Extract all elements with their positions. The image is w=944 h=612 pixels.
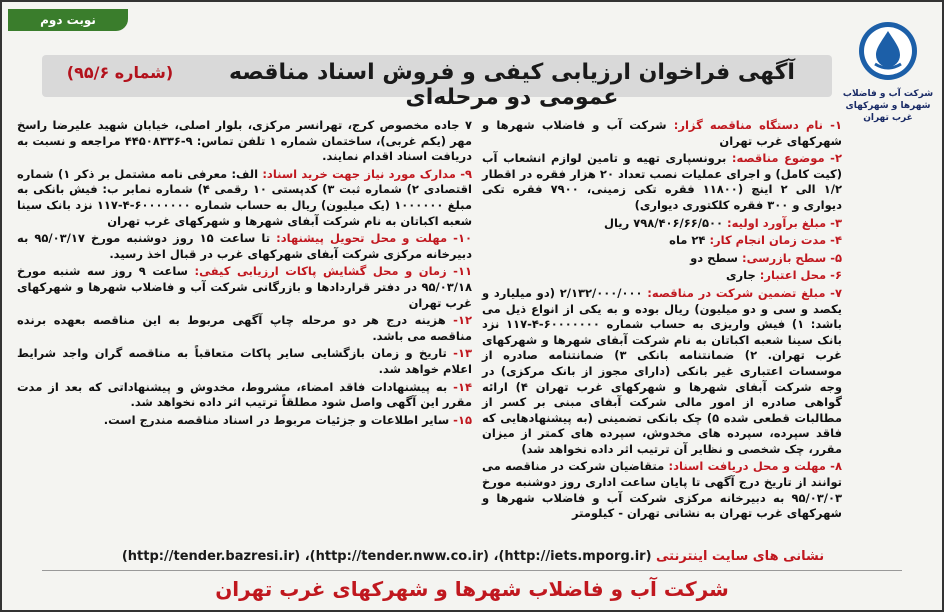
water-drop-logo-icon <box>857 20 919 82</box>
right-column <box>482 118 842 524</box>
item-label: ۱۰- مهلت و محل تحویل پیشنهاد: <box>276 231 472 246</box>
item-text: الف: معرفی نامه مشتمل بر ذکر ۱) شماره اقتصادی ۲) شماره ثبت ۳) کدپستی ۱۰ رقمی ۴) شماره نمابر ب: فیش بانکی به مبلغ ۱۰۰۰۰۰۰ (یک میلیون) ریال به حساب شماره ۶۰۰۰۰۰۰۰-۴-۱۱۷ نزد بانک سینا شعبه اکباتان به نام شرکت آبفای شهرها و شهرکهای غرب تهران <box>17 166 472 228</box>
item-label: ۱- نام دستگاه مناقصه گزار: <box>673 118 842 132</box>
item-label: ۲- موضوع مناقصه: <box>731 151 842 166</box>
item-text: ۷ جاده مخصوص کرج، تهرانسر مرکزی، بلوار اصلی، خیابان شهید علیرضا راسخ مهر (یکم غربی)، ساختمان شماره ۱ تلفن تماس: ۹-۴۴۵۰۸۳۳۶ مراجعه و نسبت به دریافت اسناد اقدام نمایند. <box>17 118 472 164</box>
item-text: برونسپاری تهیه و تامین لوازم انشعاب آب (کیت کامل) و اجرای عملیات نصب تعداد ۲۰ هزار فقره در اقطار ۱/۲ الی ۲ اینچ (۱۱۸۰۰ فقره تکی زمینی، ۷۹۰۰ فقره تکی دیواری و ۳۰۰ فقره کلکتوری دیواری) <box>482 151 842 212</box>
right-column-item <box>482 118 842 149</box>
right-column-item <box>482 459 842 521</box>
footer-divider <box>42 570 902 571</box>
right-column-item <box>482 268 842 284</box>
item-label: ۱۲- <box>445 313 472 328</box>
item-text: ساعت ۹ روز سه شنبه مورخ ۹۵/۰۳/۱۸ در دفتر قراردادها و بازرگانی شرکت آب و فاضلاب شهرها و شهرکهای غرب تهران <box>17 264 472 310</box>
right-column-item <box>482 233 842 249</box>
item-label: ۶- محل اعتبار: <box>759 268 842 283</box>
item-text: به پیشنهادات فاقد امضاء، مشروط، مخدوش و پیشنهاداتی که بعد از مدت مقرر این آگهی واصل شود مطلقاً ترتیب اثر داده نخواهد شد. <box>17 379 472 410</box>
left-column-item <box>17 264 472 311</box>
item-text: سایر اطلاعات و جزئیات مربوط در اسناد مناقصه مندرج است. <box>103 412 450 427</box>
notice-body <box>12 100 934 545</box>
right-column-item <box>482 251 842 267</box>
item-text: هزینه درج هر دو مرحله چاپ آگهی مربوط به این مناقصه بعهده برنده مناقصه می باشد. <box>17 313 472 343</box>
item-text: تا ساعت ۱۵ روز دوشنبه مورخ ۹۵/۰۳/۱۷ به دبیرخانه مرکزی شرکت آبفای شهرکهای غرب در قبال اخذ رسید. <box>17 231 472 261</box>
websites-urls: (http://iets.mporg.ir)، (http://tender.nww.co.ir)، (http://tender.bazresi.ir) <box>121 549 657 564</box>
item-label: ۱۵- <box>449 412 472 427</box>
left-column-item <box>17 231 472 262</box>
websites-label: نشانی های سایت اینترنتی <box>656 549 825 564</box>
item-label: ۹- مدارک مورد نیاز جهت خرید اسناد: <box>262 166 472 181</box>
item-label: ۴- مدت زمان انجام کار: <box>709 233 842 248</box>
item-text: ۷۹۸/۴۰۶/۶۶/۵۰۰ ریال <box>603 215 728 230</box>
item-label: ۵- سطح بازرسی: <box>741 250 842 265</box>
left-column-item <box>17 313 472 344</box>
item-text: شرکت آب و فاضلاب شهرها و شهرکهای غرب تهران <box>482 118 842 148</box>
item-label: ۱۳- <box>446 346 472 361</box>
right-column-item <box>482 151 842 213</box>
item-label: ۳- مبلغ برآورد اولیه: <box>727 215 842 230</box>
right-column-item <box>482 216 842 232</box>
item-text: سطح دو <box>690 250 742 265</box>
footer-bar <box>22 572 922 604</box>
left-column-item <box>17 167 472 229</box>
item-label: ۷- مبلغ تضمین شرکت در مناقصه: <box>647 285 842 300</box>
notice-header <box>2 2 942 123</box>
left-column-item <box>17 380 472 411</box>
item-text: ۲/۱۳۲/۰۰۰/۰۰۰ (دو میلیارد و یکصد و سی و دو میلیون) ریال بوده و به یکی از انواع ذیل می باشد: ۱) فیش واریزی به حساب شماره ۶۰۰۰۰۰۰۰-۴-۱۱۷ نزد بانک سینا شعبه اکباتان به نام شرکت آبفای شهرها و شهرکهای غرب تهران. ۲) ضمانتنامه بانکی ۳) ضمانتنامه صادره از موسسات اعتباری غیر بانکی (دارای مجوز از بانک مرکزی) در وجه شرکت آبفای شهرها و شهرکهای غرب تهران ۴) ارائه گواهی صادره از امور مالی شرکت آبفای مبنی بر کسر از مطالبات قطعی شده ۵) چک بانکی تضمینی (به پیشنهادهایی که فاقد سپرده، سپرده های مخدوش، سپرده های کمتر از میزان مقرر، چک شخصی و نظایر آن ترتیب اثر داده نخواهد شد) <box>482 285 843 456</box>
publication-badge: نوبت دوم <box>8 9 128 31</box>
left-column <box>17 118 472 430</box>
notice-title: آگهی فراخوان ارزیابی کیفی و فروش اسناد مناقصه عمومی دو مرحله‌ای <box>229 60 795 110</box>
left-column-item <box>17 118 472 165</box>
item-text: ۲۴ ماه <box>669 233 710 248</box>
company-logo-text: شرکت آب و فاضلاب شهرها و شهرکهای غرب تهران <box>842 89 934 123</box>
websites-line <box>12 549 934 564</box>
left-column-item <box>17 346 472 377</box>
item-label: ۸- مهلت و محل دریافت اسناد: <box>668 459 842 474</box>
item-label: ۱۱- زمان و محل گشایش پاکات ارزیابی کیفی: <box>194 264 473 279</box>
left-column-item <box>17 413 472 429</box>
footer-company-name: شرکت آب و فاضلاب شهرها و شهرکهای غرب تهران <box>215 577 729 601</box>
item-text: متقاضیان شرکت در مناقصه می توانند از تاریخ درج آگهی تا پایان ساعت اداری روز دوشنبه مورخ ۹۵/۰۳/۰۳ به دبیرخانه مرکزی شرکت آب و فاضلاب شهرها و شهرکهای غرب تهران به نشانی تهران - کیلومتر <box>482 459 842 521</box>
item-text: تاریخ و زمان بازگشایی سایر پاکات متعاقباً به مناقصه گران واجد شرایط اعلام خواهد شد. <box>17 346 472 376</box>
item-label: ۱۴- <box>447 379 473 394</box>
item-text: جاری <box>726 268 760 283</box>
right-column-item <box>482 286 842 458</box>
notice-number: (شماره ۹۵/۶) <box>66 63 174 82</box>
